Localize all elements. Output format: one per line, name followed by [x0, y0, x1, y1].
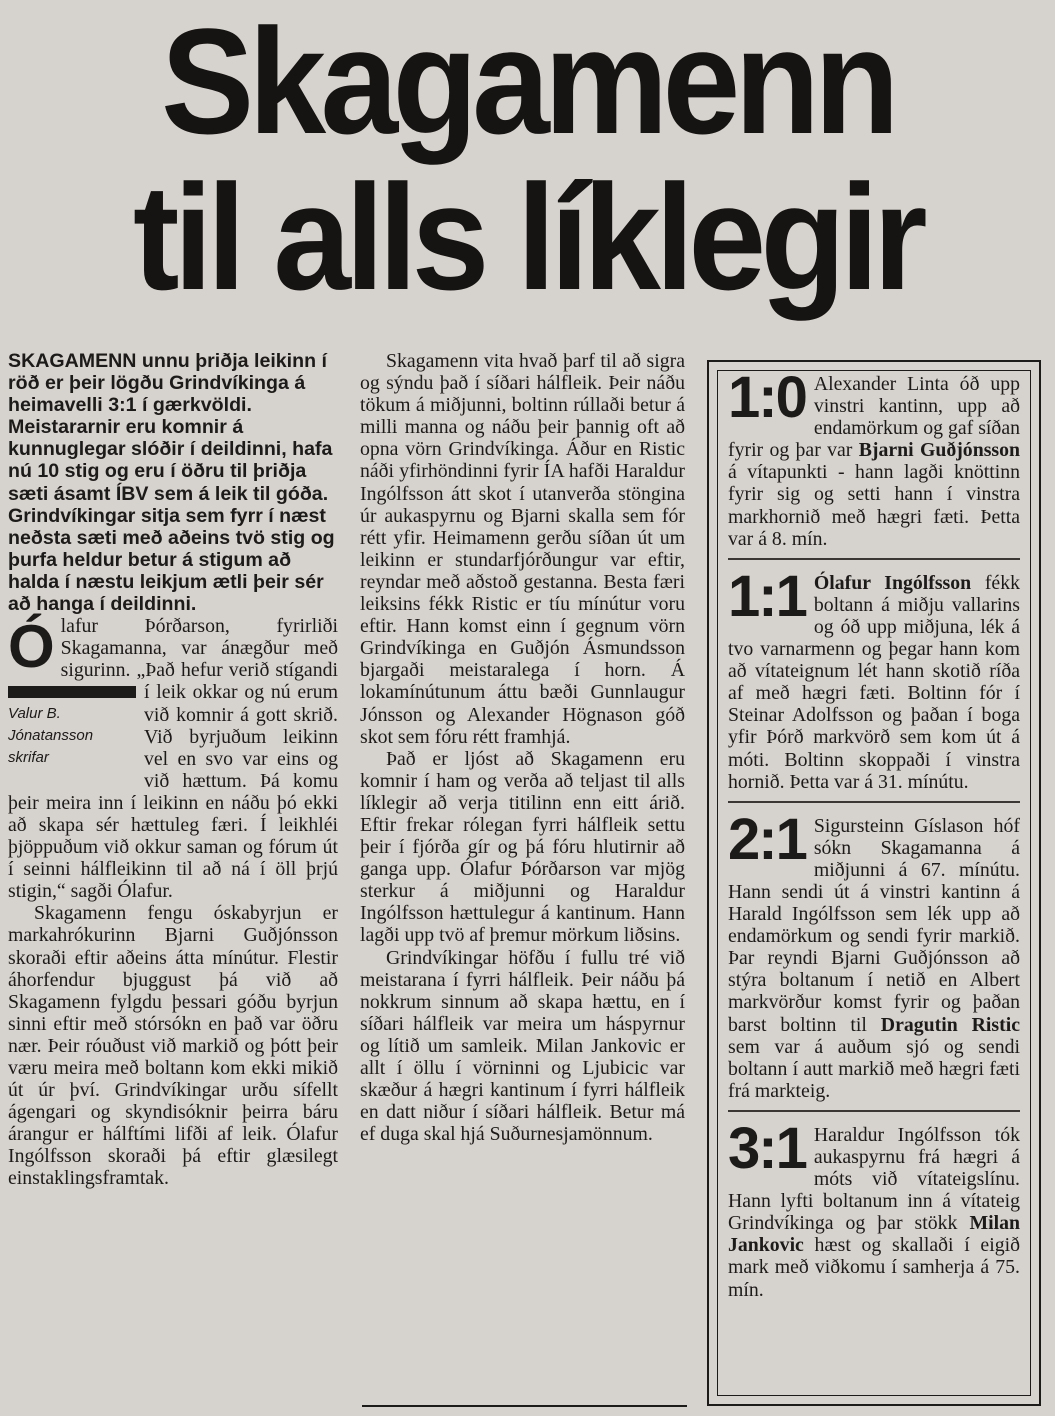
- goal-scorer: Dragutin Ristic: [880, 1013, 1020, 1036]
- headline-line-1: Skagamenn: [161, 0, 894, 165]
- paragraph-text: við komnir á gott skrið. Við byrjuðum leikinn vel en svo var eins og við hættum. Þá komu þeir meira inn í leikinn en náðu þó ekki að skapa sér hættuleg færi. Í leikhléi þjöppuðum við okkur saman og fórum út í seinni hálfleikinn til að ná í öll þrjú stigin,“ sagði Ólafur.: [8, 703, 338, 903]
- goal-text: á vítapunkti - hann lagði knöttinn fyrir sig og setti hann í vinstra markhornið með hægri fæti. Þetta var á 8. mín.: [728, 461, 1020, 550]
- article-paragraph: Skagamenn fengu óskabyrjun er markahrókurinn Bjarni Guðjónsson skoraði eftir aðeins átta mínútur. Flestir áhorfendur bjuggust þá við að Skagamenn fylgdu þessari góðu byrjun sinni eftir með stórsókn en það var öðru nær. Þeir róuðust við markið og þótt þeir væru meira með boltann kom ekki mikið út úr því. Grindvíkingar urðu sífellt ágengari og skyndisóknir þeirra báru árangur er hálftími lifði af leik. Ólafur Ingólfsson skoraði þá eftir glæsilegt einstaklingsframtak.: [8, 902, 338, 1190]
- goal-scorer: Ólafur Ingólfsson: [813, 571, 972, 594]
- article-paragraph: Skagamenn vita hvað þarf til að sigra og sýndu það í síðari hálfleik. Þeir náðu tökum á miðjunni, boltinn rúllaði betur á milli manna og náðu þeir þannig oft að opna vörn Grindvíkinga. Áður en Ristic náði yfirhöndinni fyrir ÍA hafði Haraldur Ingólfsson átt skot í utanverða stöngina úr aukaspyrnu og Bjarni skalla sem fór rétt yfir. Heimamenn gerðu síðan út um leikinn er stundarfjórðungur var eftir, reyndar með aðstoð gestanna. Besta færi leiksins fékk Ristic er tíu mínútur voru eftir. Hann komst einn í gegnum vörn Grindvíkinga en Guðjón Ásmundsson bjargaði meistaralega í horn. Á lokamínútunum áttu bæði Gunnlaugur Jónsson og Alexander Högnason góð skot sem fóru rétt framhjá.: [360, 350, 685, 748]
- goal-entry: [728, 558, 1020, 793]
- article-paragraph: Grindvíkingar höfðu í fullu tré við meistarana í fyrri hálfleik. Þeir náðu þá nokkrum sinnum að skapa hættu, en í síðari hálfleik var meira um háspyrnur og lítið um samleik. Milan Jankovic er allt í öllu í vörninni og Ljubicic var skæður á hægri kantinum í fyrri hálfleik en datt niður í síðari hálfleik. Betur má ef duga skal hjá Suðurnesjamönnum.: [360, 946, 685, 1146]
- article-paragraph: [8, 615, 338, 902]
- goal-text: Haraldur Ingólfsson tók aukaspyrnu frá hægri á móts við vítateigslínu. Hann lyfti boltanum inn á vítateig Grindvíkinga og þar stökk: [728, 1123, 1020, 1235]
- article-paragraph: Það er ljóst að Skagamenn eru komnir í ham og verða að teljast til alls líklegir að verja titilinn enn eitt árið. Eftir frekar rólegan fyrri hálfleik settu þeir í fjórða gír og þá fóru hlutirnir að ganga upp. Ólafur Þórðarson var mjög sterkur á miðjunni og Haraldur Ingólfsson hættulegur á kantinum. Hann lagði upp tvö af þremur mörkum liðsins.: [360, 747, 685, 947]
- goals-sidebar-inner: [717, 365, 1031, 1396]
- byline-bar: [8, 686, 136, 698]
- goal-entry: [728, 365, 1020, 550]
- byline-role: skrifar: [8, 749, 49, 767]
- bottom-rule: [362, 1405, 687, 1407]
- goal-text: Alexander Linta óð upp vinstri kantinn, upp að endamörkum og gaf síðan fyrir og þar var: [728, 373, 1020, 462]
- byline-name-1: Valur B.: [8, 705, 61, 723]
- goal-text: sem var á auðum sjó og sendi boltann í autt markið með hægri fæti frá markteig.: [728, 1035, 1020, 1102]
- goal-text: Sigursteinn Gíslason hóf sókn Skagamanna á miðjunni á 67. mínútu. Hann sendi út á vinstri kantinn á Harald Ingólfsson sem lék upp að endamörkum og sendi fyrir markið. Þar reyndi Bjarni Guðjónsson að stýra boltanum í netið en Albert markvörður komst fyrir og þaðan barst boltinn til: [728, 814, 1020, 1036]
- article-column-1: [8, 350, 338, 1190]
- goal-score: 1:1: [728, 563, 806, 629]
- goal-entry: [728, 801, 1020, 1102]
- byline: [8, 683, 136, 769]
- article-column-2: [360, 350, 685, 1145]
- goal-text: hæst og skallaði í eigið mark með viðkomu í samherja á 75. mín.: [728, 1234, 1020, 1301]
- drop-cap: Ó: [8, 613, 55, 681]
- goals-sidebar: [707, 360, 1041, 1406]
- lead-paragraph: SKAGAMENN unnu þriðja leikinn í röð er þeir lögðu Grindvíkinga á heimavelli 3:1 í gærkvöldi. Meistararnir eru komnir á kunnuglegar slóðir í deildinni, hafa nú 10 stig og eru í öðru til þriðja sæti ásamt ÍBV sem á leik til góða. Grindvíkingar sitja sem fyrr í næst neðsta sæti með aðeins tvö stig og þurfa heldur betur á stigum að halda í næstu leikjum ætli þeir sér að hanga í deildinni.: [8, 350, 335, 616]
- goal-entry: [728, 1110, 1020, 1301]
- goal-score: 2:1: [728, 806, 806, 872]
- headline-line-2: til alls líklegir: [132, 153, 922, 321]
- paragraph-text: lafur Þórðarson, fyrirliði Skagamanna, var ánægður með sigurinn. „Það hefur verið stígandi í leik okkar og nú erum: [60, 615, 338, 704]
- goal-score: 1:0: [728, 365, 806, 430]
- goal-scorer: Bjarni Guðjónsson: [858, 439, 1020, 462]
- goal-scorer: Milan Jankovic: [728, 1212, 1020, 1257]
- goal-text: fékk boltann á miðju vallarins og óð upp miðjuna, lék á tvo varnarmenn og þegar hann kom að vítateignum lét hann skotið ríða af með hægri fæti. Boltinn fór í Steinar Adolfsson og þaðan í boga yfir Þórð markvörð sem kom út á móti. Boltinn skoppaði í vinstra hornið. Þetta var á 31. mínútu.: [728, 571, 1020, 793]
- goal-score: 3:1: [728, 1115, 806, 1181]
- byline-name-2: Jónatansson: [8, 727, 94, 745]
